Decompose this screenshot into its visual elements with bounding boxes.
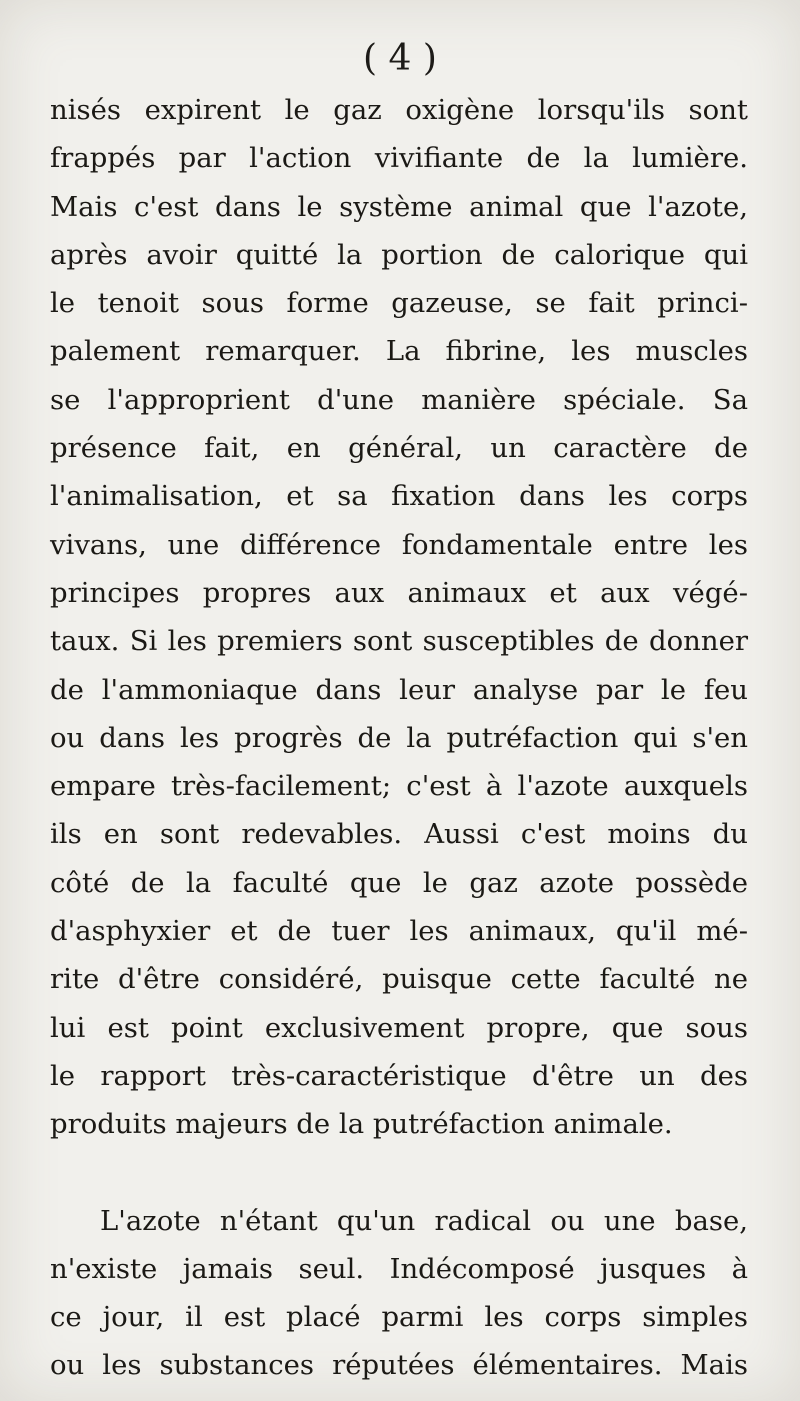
text-line: empare très-facilement; c'est à l'azote auxquels — [50, 770, 748, 803]
text-line: de l'ammoniaque dans leur analyse par le feu — [50, 673, 748, 706]
text-line: l'animalisation, et sa fixation dans les corps — [50, 480, 748, 513]
text-line: L'azote n'étant qu'un radical ou une base, — [100, 1204, 748, 1237]
text-line: principes propres aux animaux et aux végé- — [50, 576, 748, 609]
text-line: ils en sont redevables. Aussi c'est moins du — [50, 818, 748, 851]
text-line: après avoir quitté la portion de calorique qui — [50, 238, 748, 271]
text-line-last: produits majeurs de la putréfaction animale. — [50, 1108, 673, 1141]
text-line: palement remarquer. La fibrine, les muscles — [50, 335, 748, 368]
paragraph-2 — [50, 1197, 748, 1390]
text-line: rite d'être considéré, puisque cette faculté ne — [50, 963, 748, 996]
text-line: vivans, une différence fondamentale entre les — [50, 528, 748, 561]
text-line: ou dans les progrès de la putréfaction qui s'en — [50, 721, 748, 754]
text-line: le rapport très-caractéristique d'être un des — [50, 1059, 748, 1092]
text-line: nisés expirent le gaz oxigène lorsqu'ils sont — [50, 94, 748, 126]
text-line: se l'approprient d'une manière spéciale. Sa — [50, 383, 748, 416]
text-line: ou les substances réputées élémentaires. Mais — [50, 1349, 748, 1382]
text-line: ce jour, il est placé parmi les corps simples — [50, 1301, 748, 1334]
text-line: frappés par l'action vivifiante de la lumière. — [50, 142, 748, 175]
text-line: le tenoit sous forme gazeuse, se fait princi- — [50, 287, 748, 320]
text-line: Mais c'est dans le système animal que l'azote, — [50, 190, 748, 223]
text-line: présence fait, en général, un caractère de — [50, 432, 748, 465]
text-line: n'existe jamais seul. Indécomposé jusques à — [50, 1252, 748, 1285]
text-line: lui est point exclusivement propre, que sous — [50, 1011, 748, 1044]
page-number: ( 4 ) — [363, 38, 437, 79]
text-line: taux. Si les premiers sont susceptibles de donner — [50, 625, 748, 658]
text-line: côté de la faculté que le gaz azote possède — [50, 866, 748, 899]
text-line: d'asphyxier et de tuer les animaux, qu'il mé- — [50, 915, 748, 948]
paragraph-1 — [50, 86, 748, 1149]
body-text — [50, 86, 748, 1390]
